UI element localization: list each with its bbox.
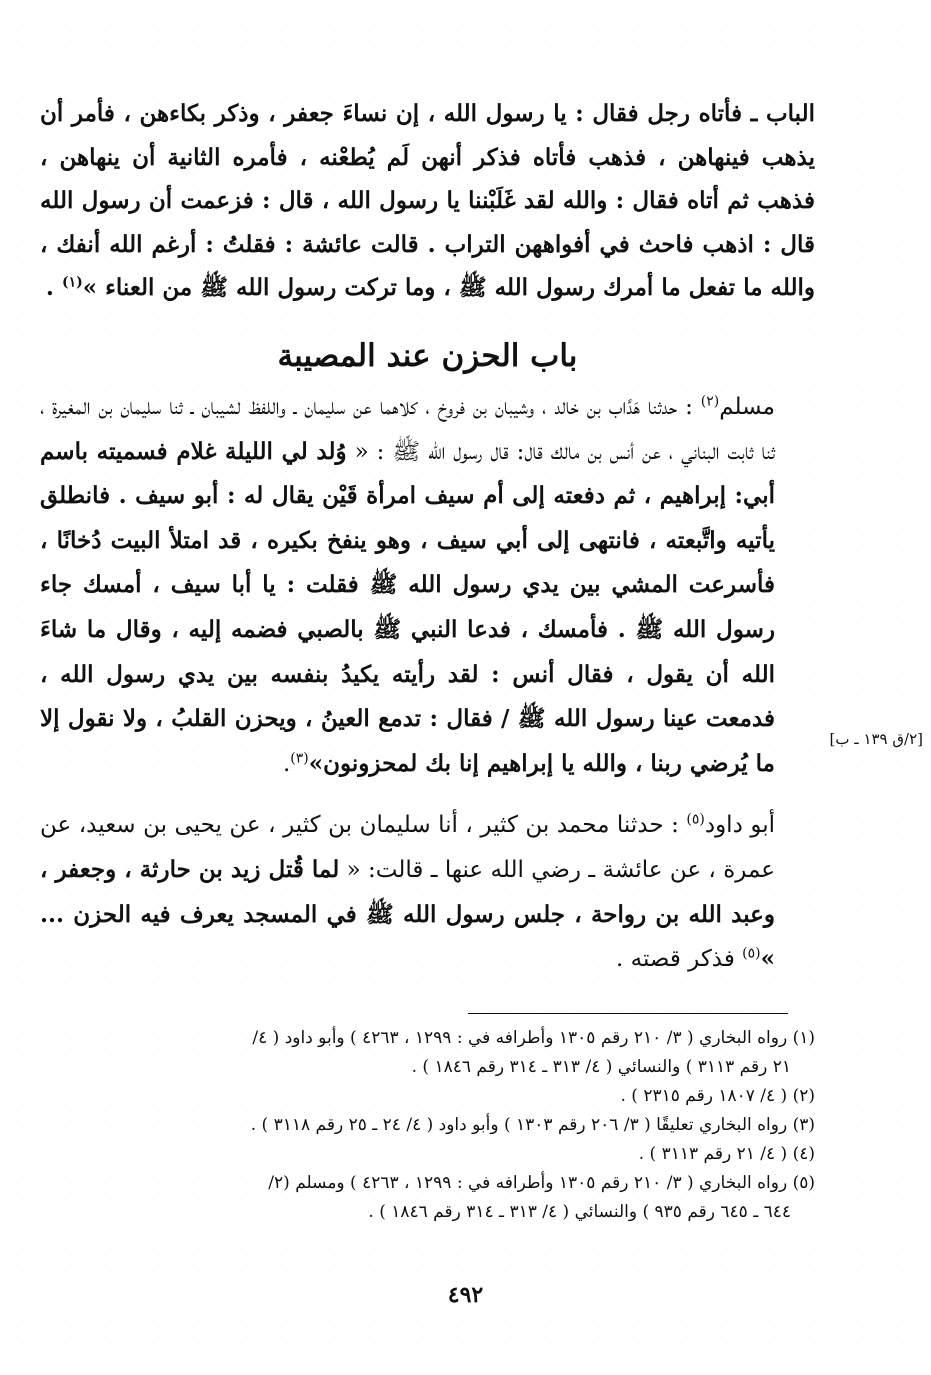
footnote-ref-1[interactable]: (١)	[61, 274, 83, 291]
paragraph-3-lead: أبو داود	[704, 812, 776, 839]
footnote-1-line1: (١) رواه البخاري ( ٣/ ٢١٠ رقم ١٣٠٥ وأطرافه في : ١٢٩٩ ، ٤٢٦٣ ) وأبو داود ( ٤/	[252, 1028, 815, 1048]
page-body	[40, 92, 815, 982]
footnote-separator	[468, 1013, 788, 1014]
footnote-ref-3[interactable]: (٣)	[290, 750, 309, 767]
paragraph-1	[40, 92, 815, 310]
paragraph-3-chain: : حدثنا محمد بن كثير ، أنا سليمان بن كثير ، عن يحيى بن سعيد، عن عمرة ، عن عائشة ـ رضي الله عنها ـ قالت: «	[40, 812, 775, 883]
footnote-2-line1: (٢) ( ٤/ ١٨٠٧ رقم ٢٣١٥ ) .	[620, 1086, 815, 1106]
page-number: ٤٩٢	[447, 1282, 484, 1308]
footnote-5-line2: ٦٤٤ ـ ٦٤٥ رقم ٩٣٥ ) والنسائي ( ٤/ ٣١٣ ـ ٣١٤ رقم ١٨٤٦ ) .	[368, 1202, 791, 1222]
footnote-1	[40, 1024, 815, 1082]
footnote-ref-2[interactable]: (٢)	[700, 393, 720, 410]
paragraph-1-text: الباب ـ فأتاه رجل فقال : يا رسول الله ، إن نساءَ جعفر ، وذكر بكاءهن ، فأمر أن يذهب فينهاهن ، فذهب فأتاه فذكر أنهن لَم يُطعْنه ، فأمره الثانية أن ينهاهن ، فذهب ثم أتاه فقال : والله لقد غَلَبْننا يا رسول الله ، قال : فزعمت أن رسول الله قال : اذهب فاحث في أفواههن التراب . قالت عائشة : فقلتُ : أرغم الله أنفك ، والله ما تفعل ما أمرك رسول الله ﷺ ، وما تركت رسول الله ﷺ من العناء »	[40, 100, 815, 302]
footnote-1-line2: ٢١ رقم ٣١١٣ ) والنسائي ( ٤/ ٣١٣ ـ ٣١٤ رقم ١٨٤٦ ) .	[411, 1057, 791, 1077]
paragraph-3	[40, 804, 815, 981]
paragraph-2	[40, 386, 815, 786]
footnote-ref-4[interactable]: (٥)	[686, 811, 705, 828]
paragraph-3-end: فذكر قصته .	[615, 946, 743, 973]
section-heading: باب الحزن عند المصيبة	[277, 337, 578, 374]
manuscript-folio-note: [٢/ق ١٣٩ ـ ب]	[829, 730, 923, 748]
footnotes	[40, 1024, 815, 1227]
footnote-3	[40, 1111, 815, 1140]
paragraph-1-end: .	[45, 274, 62, 302]
footnote-5-line1: (٥) رواه البخاري ( ٣/ ٢١٠ رقم ١٣٠٥ وأطرافه في : ١٢٩٩ ، ٤٢٦٣ ) ومسلم (٢/	[268, 1173, 815, 1193]
footnote-4-line1: (٤) ( ٤/ ٢١ رقم ٣١١٣ ) .	[638, 1144, 815, 1164]
footnote-3-line1: (٣) رواه البخاري تعليقًا ( ٣/ ٢٠٦ رقم ١٣٠٣ ) وأبو داود ( ٤/ ٢٤ ـ ٢٥ رقم ٣١١٨ ) .	[250, 1115, 815, 1135]
footnote-5	[40, 1169, 815, 1227]
paragraph-2-hadith: وُلد لي الليلة غلام فسميته باسم أبي: إبراهيم ، ثم دفعته إلى أم سيف امرأة قَيْن يقال له : أبو سيف . فانطلق يأتيه واتَّبعته ، فانتهى إلى أبي سيف ، وهو ينفخ بكيره ، قد امتلأ البيت دُخانًا ، فأسرعت المشي بين يدي رسول الله ﷺ فقلت : يا أبا سيف ، أمسك جاء رسول الله ﷺ . فأمسك ، فدعا النبي ﷺ بالصبي فضمه إليه ، وقال ما شاءَ الله أن يقول ، فقال أنس : لقد رأيته يكيدُ بنفسه بين يدي رسول الله ، فدمعت عينا رسول الله ﷺ / فقال : تدمع العينُ ، ويحزن القلبُ ، ولا نقول إلا ما يُرضي ربنا ، والله يا إبراهيم إنا بك لمحزونون»	[40, 437, 775, 777]
footnote-ref-5[interactable]: (٥)	[742, 945, 761, 962]
paragraph-2-chain: : حدثنا هَدَّاب بن خالد ، وشيبان بن فروخ ، كلاهما عن سليمان ـ واللفظ لشيبان ـ ثنا سليمان بن المغيرة ، ثنا ثابت البناني ، عن أنس بن مالك قال: قال رسول الله ﷺ : «	[40, 393, 775, 465]
footnote-4	[40, 1140, 815, 1169]
paragraph-3-hadith: لما قُتل زيد بن حارثة ، وجعفر ، وعبد الله بن رواحة ، جلس رسول الله ﷺ في المسجد يعرف فيه الحزن ... »	[40, 855, 775, 973]
paragraph-2-end: .	[282, 750, 291, 777]
paragraph-2-lead: مسلم	[719, 393, 775, 420]
footnote-2	[40, 1082, 815, 1111]
